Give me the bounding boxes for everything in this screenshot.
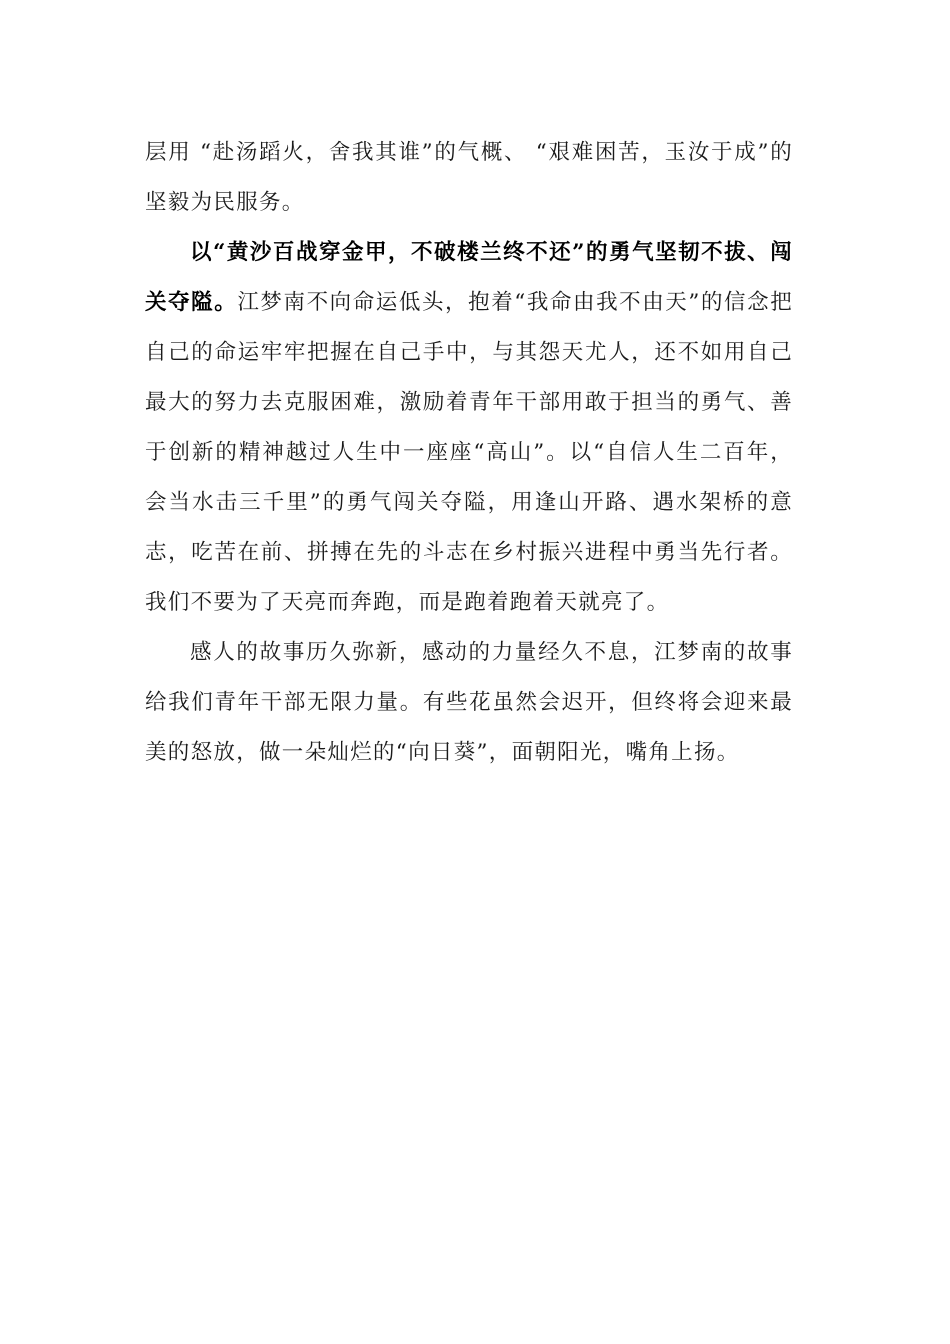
paragraph-2-text: 江梦南不向命运低头，抱着“我命由我不由天”的信念把自己的命运牢牢把握在自己手中，与其怨天尤人，还不如用自己最大的努力去克服困难，激励着青年干部用敢于担当的勇气、善于创新的精神越过人生中一座座“高山”。以“自信人生二百年，会当水击三千里”的勇气闯关夺隘，用逢山开路、遇水架桥的意志，吃苦在前、拼搏在先的斗志在乡村振兴进程中勇当先行者。我们不要为了天亮而奔跑，而是跑着跑着天就亮了。 [145, 290, 793, 615]
paragraph-3 [145, 628, 793, 778]
paragraph-2 [145, 228, 793, 628]
paragraph-3-text: 感人的故事历久弥新，感动的力量经久不息，江梦南的故事给我们青年干部无限力量。有些花虽然会迟开，但终将会迎来最美的怒放，做一朵灿烂的“向日葵”，面朝阳光，嘴角上扬。 [145, 640, 793, 765]
paragraph-1 [145, 128, 793, 228]
paragraph-1-text: 层用 “赴汤蹈火，舍我其谁”的气概、 “艰难困苦，玉汝于成”的坚毅为民服务。 [145, 140, 793, 215]
document-body [145, 128, 793, 778]
paragraph-2-bold-lead: 以“黄沙百战穿金甲，不破楼兰终不还”的勇气坚韧不拔、闯关夺隘。 [145, 240, 793, 315]
